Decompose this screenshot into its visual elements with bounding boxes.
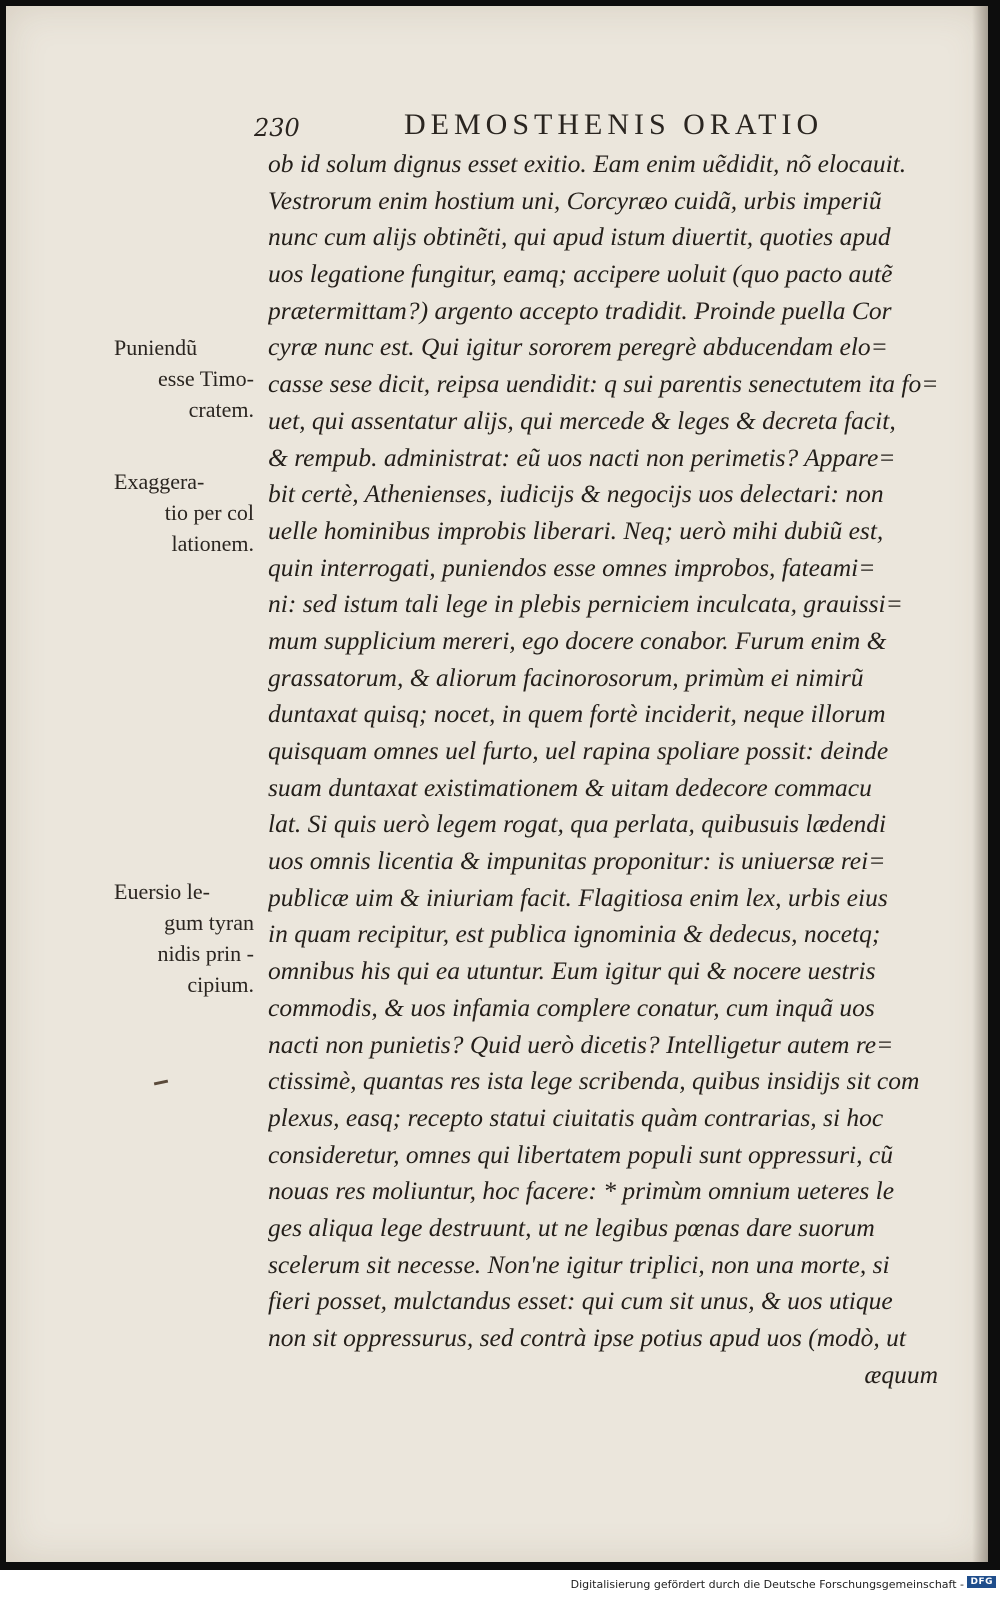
text-line: mum supplicium mereri, ego docere conabor. Furum enim & — [268, 625, 887, 655]
text-line: omnibus his qui ea utuntur. Eum igitur qui & nocere uestris — [268, 956, 876, 986]
text-line: grassatorum, & aliorum facinorosorum, primùm ei nimirũ — [268, 662, 864, 692]
book-page — [6, 6, 988, 1562]
text-line: ni: sed istum tali lege in plebis perniciem inculcata, grauissi= — [268, 589, 903, 619]
page-number: 230 — [254, 114, 300, 142]
text-line: uet, qui assentatur alijs, qui mercede & leges & decreta facit, — [268, 405, 896, 435]
running-head — [254, 106, 874, 146]
text-line: fieri posset, mulctandus esset: qui cum sit unus, & uos utique — [268, 1286, 893, 1316]
text-line: ob id solum dignus esset exitio. Eam enim uẽdidit, nõ elocauit. — [268, 149, 907, 178]
text-line: commodis, & uos infamia complere conatur, cum inquã uos — [268, 992, 875, 1022]
text-line: prætermittam?) argento accepto tradidit. Proinde puella Cor — [268, 295, 892, 325]
text-line: suam duntaxat existimationem & uitam dedecore commacu — [268, 772, 872, 802]
side-note-line: Euersio le- — [114, 879, 210, 904]
text-line: & rempub. administrat: eũ uos nacti non perimetis? Appare= — [268, 442, 896, 472]
text-line: consideretur, omnes qui libertatem populi sunt oppressuri, cũ — [268, 1139, 893, 1169]
side-note-line: lationem. — [171, 531, 254, 556]
side-note-line: gum tyran — [164, 910, 254, 935]
side-note-line: cratem. — [188, 397, 254, 422]
text-line: scelerum sit necesse. Non'ne igitur triplici, non una morte, si — [268, 1249, 890, 1279]
body-text — [268, 146, 938, 1393]
side-note-line: Exaggera- — [114, 469, 205, 494]
text-line: duntaxat quisq; nocet, in quem fortè inciderit, neque illorum — [268, 699, 886, 729]
text-line: in quam recipitur, est publica ignominia & dedecus, nocetq; — [268, 919, 881, 949]
text-line: quin interrogati, puniendos esse omnes improbos, fateami= — [268, 552, 876, 582]
text-line: nunc cum alijs obtinẽti, qui apud istum diuertit, quoties apud — [268, 222, 891, 252]
text-line: ctissimè, quantas res ista lege scribenda, quibus insidijs sit com — [268, 1066, 920, 1096]
dfg-logo: DFG — [967, 1576, 996, 1588]
text-line: cyræ nunc est. Qui igitur sororem peregrè abducendam elo= — [268, 332, 888, 362]
margin-dash-mark — [154, 1080, 168, 1086]
side-note-line: nidis prin - — [157, 941, 254, 966]
side-note-1 — [114, 332, 254, 425]
text-line: ges aliqua lege destruunt, ut ne legibus pœnas dare suorum — [268, 1212, 875, 1242]
side-note-line: cipium. — [187, 972, 254, 997]
text-line: Vestrorum enim hostium uni, Corcyræo cuidã, urbis imperiũ — [268, 185, 882, 215]
side-note-line: esse Timo- — [158, 366, 254, 391]
side-note-2 — [114, 466, 254, 559]
text-line: uos legatione fungitur, eamq; accipere uoluit (quo pacto autẽ — [268, 259, 893, 289]
text-line: quisquam omnes uel furto, uel rapina spoliare possit: deinde — [268, 736, 889, 765]
text-line: uelle hominibus improbis liberari. Neq; uerò mihi dubiũ est, — [268, 515, 884, 545]
text-line: bit certè, Athenienses, iudicijs & negocijs uos delectari: non — [268, 479, 884, 509]
text-line: non sit oppressurus, sed contrà ipse potius apud uos (modò, ut — [268, 1323, 906, 1352]
running-head-title: DEMOSTHENIS ORATIO — [404, 108, 824, 141]
side-note-line: tio per col — [164, 500, 254, 525]
catchword: æquum — [864, 1359, 938, 1389]
text-line: lat. Si quis uerò legem rogat, qua perlata, quibusuis lædendi — [268, 809, 887, 839]
text-line: plexus, easq; recepto statui ciuitatis quàm contrarias, si hoc — [268, 1102, 884, 1132]
side-note-line: Puniendũ — [114, 335, 198, 360]
text-line: casse sese dicit, reipsa uendidit: q sui parentis senectutem ita fo= — [268, 369, 938, 399]
text-line: nouas res moliuntur, hoc facere: * primùm omnium ueteres le — [268, 1176, 895, 1206]
funding-credit: Digitalisierung gefördert durch die Deutsche Forschungsgemeinschaft - — [570, 1578, 964, 1591]
text-line: nacti non punietis? Quid uerò dicetis? Intelligetur autem re= — [268, 1029, 894, 1059]
page-fold-shadow — [972, 6, 988, 1562]
text-line: publicæ uim & iniuriam facit. Flagitiosa enim lex, urbis eius — [268, 882, 888, 912]
digitization-footer — [0, 1570, 1000, 1600]
text-line: uos omnis licentia & impunitas proponitur: is uniuersæ rei= — [268, 846, 886, 876]
side-note-3 — [114, 876, 254, 1000]
